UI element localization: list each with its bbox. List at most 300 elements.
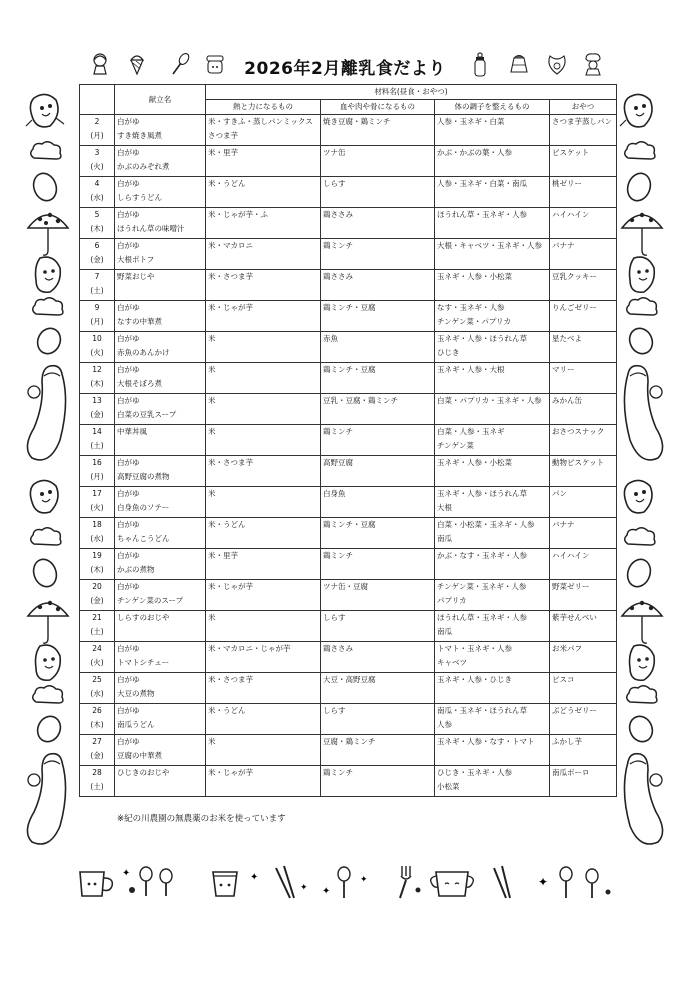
cup-icon — [76, 866, 116, 900]
snack-line: 南瓜ボーロ — [552, 768, 590, 777]
day-number: 5 — [94, 210, 100, 219]
energy-cell — [206, 239, 321, 270]
bean-icon — [34, 324, 64, 358]
date-cell — [80, 456, 115, 487]
day-number: 19 — [92, 551, 102, 560]
day-number: 27 — [92, 737, 102, 746]
menu-line: チンゲン菜のスープ — [117, 596, 184, 605]
day-of-week: (水) — [90, 193, 104, 202]
body-cell — [321, 518, 435, 549]
date-cell — [80, 115, 115, 146]
body-cell — [321, 146, 435, 177]
snack-cell — [550, 456, 617, 487]
eggplant-icon — [20, 362, 76, 472]
condition-cell — [435, 456, 550, 487]
day-number: 20 — [92, 582, 102, 591]
day-number: 16 — [92, 458, 102, 467]
condition-cell — [435, 115, 550, 146]
day-of-week: (月) — [90, 131, 104, 140]
energy-cell — [206, 735, 321, 766]
menu-line: ほうれん草の味噌汁 — [117, 224, 185, 233]
date-cell — [80, 549, 115, 580]
pudding-icon — [508, 52, 530, 76]
table-row — [80, 549, 617, 580]
energy-cell — [206, 611, 321, 642]
menu-cell — [115, 611, 206, 642]
day-of-week: (金) — [90, 596, 104, 605]
body-line: 鶏ミンチ — [323, 427, 353, 436]
cloud-icon — [30, 684, 66, 706]
snack-cell — [550, 394, 617, 425]
menu-line: 南瓜うどん — [117, 720, 155, 729]
body-cell — [321, 580, 435, 611]
menu-line: かぶのみぞれ煮 — [117, 162, 170, 171]
menu-line: 赤魚のあんかけ — [117, 348, 170, 357]
condition-cell — [435, 735, 550, 766]
menu-cell — [115, 177, 206, 208]
condition-line: 小松菜 — [437, 782, 460, 791]
condition-cell — [435, 580, 550, 611]
energy-cell — [206, 766, 321, 797]
header-ingredients: 材料名(昼食・おやつ) — [206, 85, 617, 100]
svg-text:✦: ✦ — [300, 883, 308, 893]
menu-cell — [115, 425, 206, 456]
cloud-icon — [30, 296, 66, 318]
body-cell — [321, 456, 435, 487]
table-row — [80, 704, 617, 735]
menu-cell — [115, 394, 206, 425]
condition-line: 玉ネギ・人参・ほうれん草 — [437, 334, 527, 343]
day-number: 14 — [92, 427, 102, 436]
body-cell — [321, 766, 435, 797]
energy-line: 米・さつま芋 — [208, 458, 253, 467]
condition-cell — [435, 332, 550, 363]
day-number: 28 — [92, 768, 102, 777]
menu-line: 白身魚のソテー — [117, 503, 170, 512]
day-of-week: (土) — [90, 627, 104, 636]
energy-cell — [206, 487, 321, 518]
menu-line: 高野豆腐の煮物 — [117, 472, 170, 481]
energy-cell — [206, 146, 321, 177]
snack-line: みかん缶 — [552, 396, 582, 405]
snack-line: 野菜ゼリー — [552, 582, 590, 591]
energy-cell — [206, 270, 321, 301]
menu-line: 白がゆ — [117, 489, 140, 498]
bean-icon — [626, 324, 656, 358]
svg-text:✦: ✦ — [250, 872, 259, 883]
day-number: 21 — [92, 613, 102, 622]
mug-icon — [428, 864, 478, 900]
snack-cell — [550, 735, 617, 766]
condition-line: トマト・玉ネギ・人参 — [437, 644, 512, 653]
snack-cell — [550, 270, 617, 301]
table-row — [80, 394, 617, 425]
snack-line: ビスコ — [552, 675, 575, 684]
table-row — [80, 239, 617, 270]
menu-table-body — [80, 115, 617, 797]
condition-line: 玉ネギ・人参・小松菜 — [437, 458, 512, 467]
condition-line: チンゲン菜 — [437, 441, 474, 450]
condition-line: なす・玉ネギ・人参 — [437, 303, 505, 312]
energy-line: 米・うどん — [208, 520, 246, 529]
menu-line: 白がゆ — [117, 582, 140, 591]
snack-line: ふかし芋 — [552, 737, 582, 746]
condition-line: 白菜・人参・玉ネギ — [437, 427, 505, 436]
snack-cell — [550, 580, 617, 611]
bean-character-icon — [622, 252, 662, 298]
menu-line: しらすのおじや — [117, 613, 170, 622]
body-line: 焼き豆腐・鶏ミンチ — [323, 117, 391, 126]
snack-cell — [550, 518, 617, 549]
menu-cell — [115, 487, 206, 518]
body-line: 鶏ミンチ — [323, 241, 353, 250]
table-row — [80, 518, 617, 549]
body-line: 鶏ミンチ・豆腐 — [323, 520, 376, 529]
bean-character-icon — [24, 90, 68, 132]
date-cell — [80, 394, 115, 425]
energy-cell — [206, 363, 321, 394]
day-number: 10 — [92, 334, 102, 343]
condition-line: 南瓜 — [437, 534, 452, 543]
bean-icon — [624, 556, 654, 590]
energy-line: 米・じゃが芋 — [208, 582, 253, 591]
table-row — [80, 146, 617, 177]
table-row — [80, 208, 617, 239]
body-line: 鶏ミンチ — [323, 768, 353, 777]
menu-cell — [115, 239, 206, 270]
energy-line: 米・じゃが芋 — [208, 768, 253, 777]
header-condition: 体の調子を整えるもの — [435, 100, 550, 115]
energy-line: 米・うどん — [208, 706, 246, 715]
snack-cell — [550, 363, 617, 394]
bib-icon — [546, 52, 568, 76]
condition-cell — [435, 518, 550, 549]
condition-cell — [435, 301, 550, 332]
energy-line: 米・さつま芋 — [208, 675, 253, 684]
eggplant-icon — [20, 750, 76, 856]
table-row — [80, 611, 617, 642]
date-cell — [80, 735, 115, 766]
bean-icon — [34, 712, 64, 746]
energy-line: 米・里芋 — [208, 148, 238, 157]
day-number: 26 — [92, 706, 102, 715]
menu-line: 白がゆ — [117, 117, 140, 126]
body-line: ツナ缶・豆腐 — [323, 582, 368, 591]
day-of-week: (水) — [90, 534, 104, 543]
body-cell — [321, 301, 435, 332]
header-body: 血や肉や骨になるもの — [321, 100, 435, 115]
snack-cell — [550, 766, 617, 797]
day-number: 18 — [92, 520, 102, 529]
condition-line: 南瓜 — [437, 627, 452, 636]
date-cell — [80, 518, 115, 549]
bean-character-icon — [618, 90, 662, 132]
condition-cell — [435, 549, 550, 580]
body-line: しらす — [323, 706, 346, 715]
date-cell — [80, 704, 115, 735]
body-cell — [321, 704, 435, 735]
menu-line: しらすうどん — [117, 193, 162, 202]
menu-line: 白がゆ — [117, 675, 140, 684]
page-title: 2026年2月離乳食だより — [244, 59, 446, 79]
bean-character-icon — [622, 640, 662, 686]
date-cell — [80, 766, 115, 797]
menu-line: 大根そぼろ煮 — [117, 379, 162, 388]
day-of-week: (火) — [90, 658, 104, 667]
condition-line: 南瓜・玉ネギ・ほうれん草 — [437, 706, 527, 715]
menu-line: 白がゆ — [117, 365, 140, 374]
bean-icon — [624, 170, 654, 204]
day-of-week: (金) — [90, 751, 104, 760]
snack-line: ハイハイン — [552, 210, 590, 219]
header — [80, 52, 615, 84]
snack-cell — [550, 549, 617, 580]
menu-cell — [115, 208, 206, 239]
day-of-week: (火) — [90, 162, 104, 171]
day-of-week: (土) — [90, 441, 104, 450]
table-row — [80, 673, 617, 704]
snack-line: 星たべよ — [552, 334, 582, 343]
menu-cell — [115, 642, 206, 673]
energy-line: 米・うどん — [208, 179, 246, 188]
cloud-icon — [624, 296, 660, 318]
energy-line: 米・じゃが芋・ふ — [208, 210, 268, 219]
day-of-week: (火) — [90, 503, 104, 512]
energy-cell — [206, 301, 321, 332]
menu-cell — [115, 518, 206, 549]
body-line: しらす — [323, 179, 346, 188]
condition-line: かぶ・なす・玉ネギ・人参 — [437, 551, 527, 560]
bean-icon — [30, 170, 60, 204]
day-number: 4 — [94, 179, 100, 188]
table-row — [80, 425, 617, 456]
condition-line: 白菜・パプリカ・玉ネギ・人参 — [437, 396, 542, 405]
condition-line: 人参 — [437, 720, 452, 729]
svg-text:✦: ✦ — [122, 868, 131, 879]
snack-cell — [550, 239, 617, 270]
condition-line: 大根 — [437, 503, 452, 512]
menu-line: 白がゆ — [117, 644, 140, 653]
condition-line: 玉ネギ・人参・ほうれん草 — [437, 489, 527, 498]
menu-line: 野菜おじや — [117, 272, 155, 281]
energy-cell — [206, 177, 321, 208]
day-number: 25 — [92, 675, 102, 684]
menu-line: 白がゆ — [117, 458, 140, 467]
snack-cell — [550, 673, 617, 704]
menu-line: 豆腐の中華煮 — [117, 751, 162, 760]
cloud-icon — [622, 140, 658, 162]
day-number: 3 — [94, 148, 100, 157]
menu-cell — [115, 301, 206, 332]
bean-icon — [30, 556, 60, 590]
day-of-week: (土) — [90, 782, 104, 791]
snack-cell — [550, 115, 617, 146]
menu-line: 白がゆ — [117, 241, 140, 250]
header-menu: 献立名 — [115, 85, 206, 115]
spoon-icon — [320, 864, 380, 902]
condition-cell — [435, 239, 550, 270]
snack-cell — [550, 177, 617, 208]
menu-cell — [115, 766, 206, 797]
child-icon — [90, 52, 110, 76]
eggplant-icon — [614, 362, 670, 472]
bean-icon — [626, 712, 656, 746]
energy-line: 米・さつま芋 — [208, 272, 253, 281]
body-cell — [321, 115, 435, 146]
menu-line: なすの中華煮 — [117, 317, 162, 326]
day-of-week: (水) — [90, 689, 104, 698]
snack-cell — [550, 642, 617, 673]
menu-cell — [115, 363, 206, 394]
cloud-icon — [624, 684, 660, 706]
snack-line: バナナ — [552, 520, 575, 529]
body-line: 赤魚 — [323, 334, 338, 343]
condition-cell — [435, 611, 550, 642]
table-row — [80, 642, 617, 673]
day-number: 6 — [94, 241, 100, 250]
body-cell — [321, 394, 435, 425]
energy-cell — [206, 456, 321, 487]
energy-line: 米・すきふ・蒸しパンミックス — [208, 117, 313, 126]
energy-cell — [206, 394, 321, 425]
body-cell — [321, 549, 435, 580]
menu-table — [79, 84, 617, 797]
table-row — [80, 177, 617, 208]
day-number: 7 — [94, 272, 100, 281]
energy-cell — [206, 704, 321, 735]
date-cell — [80, 642, 115, 673]
snack-line: 動物ビスケット — [552, 458, 605, 467]
menu-cell — [115, 270, 206, 301]
spoon-icon — [122, 864, 178, 900]
date-cell — [80, 611, 115, 642]
menu-line: かぶの煮物 — [117, 565, 155, 574]
condition-line: チンゲン菜・玉ネギ・人参 — [437, 582, 527, 591]
cloud-icon — [622, 526, 658, 548]
table-row — [80, 735, 617, 766]
table-row — [80, 332, 617, 363]
chopsticks-icon — [486, 864, 526, 902]
snack-line: さつま芋蒸しパン — [552, 117, 612, 126]
menu-line: 白がゆ — [117, 179, 140, 188]
menu-line: 大豆の煮物 — [117, 689, 155, 698]
condition-cell — [435, 363, 550, 394]
svg-text:✦: ✦ — [360, 875, 368, 885]
date-cell — [80, 363, 115, 394]
energy-cell — [206, 673, 321, 704]
table-row — [80, 580, 617, 611]
header-snack: おやつ — [550, 100, 617, 115]
menu-line: 中華丼風 — [117, 427, 147, 436]
menu-line: 白がゆ — [117, 737, 140, 746]
day-number: 2 — [94, 117, 100, 126]
energy-line: 米 — [208, 334, 216, 343]
whisk-icon — [170, 52, 190, 76]
energy-line: 米 — [208, 489, 216, 498]
menu-cell — [115, 456, 206, 487]
energy-cell — [206, 115, 321, 146]
svg-text:✦: ✦ — [322, 886, 331, 897]
table-row — [80, 766, 617, 797]
menu-line: 白菜の豆乳スープ — [117, 410, 177, 419]
table-row — [80, 301, 617, 332]
menu-line: 白がゆ — [117, 551, 140, 560]
chef-icon — [582, 52, 604, 76]
body-line: 鶏ミンチ — [323, 551, 353, 560]
day-of-week: (木) — [90, 379, 104, 388]
condition-line: 玉ネギ・人参・ひじき — [437, 675, 512, 684]
energy-line: 米・じゃが芋 — [208, 303, 253, 312]
body-cell — [321, 735, 435, 766]
energy-line: 米 — [208, 427, 216, 436]
condition-line: ひじき — [437, 348, 460, 357]
condition-line: 白菜・小松菜・玉ネギ・人参 — [437, 520, 535, 529]
day-number: 24 — [92, 644, 102, 653]
snack-line: おさつスナック — [552, 427, 605, 436]
snack-line: バナナ — [552, 241, 575, 250]
energy-cell — [206, 518, 321, 549]
snack-cell — [550, 487, 617, 518]
energy-cell — [206, 549, 321, 580]
body-cell — [321, 177, 435, 208]
bean-character-icon — [618, 476, 662, 518]
body-line: 大豆・高野豆腐 — [323, 675, 376, 684]
date-cell — [80, 270, 115, 301]
body-cell — [321, 332, 435, 363]
energy-cell — [206, 208, 321, 239]
condition-line: ほうれん草・玉ネギ・人参 — [437, 613, 527, 622]
condition-cell — [435, 270, 550, 301]
menu-line: 白がゆ — [117, 334, 140, 343]
menu-cell — [115, 673, 206, 704]
date-cell — [80, 487, 115, 518]
day-of-week: (金) — [90, 410, 104, 419]
energy-cell — [206, 425, 321, 456]
table-row — [80, 363, 617, 394]
baby-bottle-icon — [472, 52, 488, 78]
menu-line: 白がゆ — [117, 706, 140, 715]
condition-line: 大根・キャベツ・玉ネギ・人参 — [437, 241, 542, 250]
date-cell — [80, 332, 115, 363]
snack-line: お米パフ — [552, 644, 582, 653]
cloud-icon — [28, 526, 64, 548]
condition-line: キャベツ — [437, 658, 467, 667]
energy-line: 米 — [208, 365, 216, 374]
table-row — [80, 487, 617, 518]
day-of-week: (月) — [90, 472, 104, 481]
condition-cell — [435, 673, 550, 704]
body-line: しらす — [323, 613, 346, 622]
day-number: 17 — [92, 489, 102, 498]
fork-icon — [386, 864, 426, 902]
condition-line: 人参・玉ネギ・白菜 — [437, 117, 505, 126]
body-cell — [321, 673, 435, 704]
energy-line: 米 — [208, 396, 216, 405]
day-of-week: (木) — [90, 224, 104, 233]
header-energy: 熱と力になるもの — [206, 100, 321, 115]
energy-cell — [206, 642, 321, 673]
cloud-icon — [28, 140, 64, 162]
energy-line: 米 — [208, 737, 216, 746]
snack-cell — [550, 425, 617, 456]
menu-cell — [115, 146, 206, 177]
date-cell — [80, 301, 115, 332]
condition-cell — [435, 208, 550, 239]
energy-line: 米・マカロニ・じゃが芋 — [208, 644, 291, 653]
condition-line: チンゲン菜・パプリカ — [437, 317, 511, 326]
menu-line: 大根ポトフ — [117, 255, 155, 264]
table-row — [80, 456, 617, 487]
